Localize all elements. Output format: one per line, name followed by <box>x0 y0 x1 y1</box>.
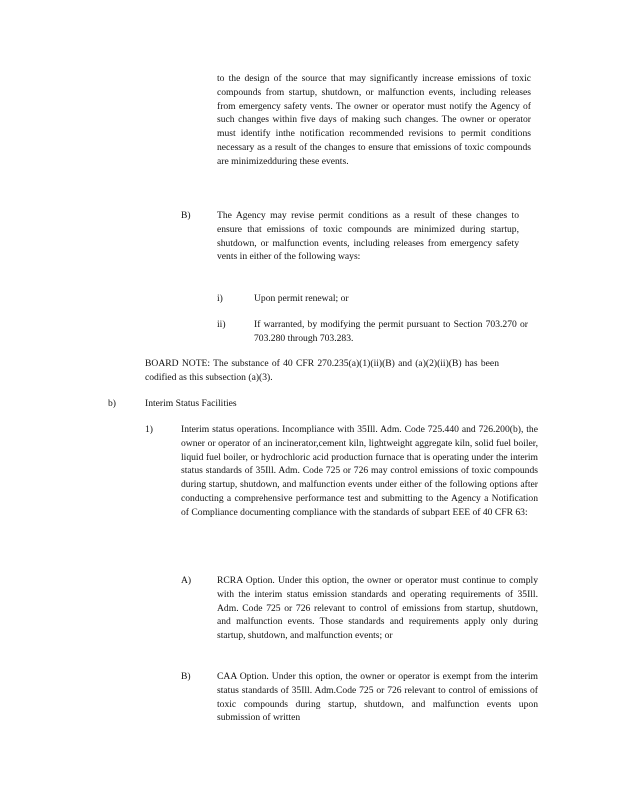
item-label-1a: A) <box>181 575 192 586</box>
item-label-1b: B) <box>181 671 191 682</box>
item-label-b-upper: B) <box>181 210 191 221</box>
section-label-b: b) <box>108 398 116 409</box>
item-b-agency-revise-text: The Agency may revise permit conditions as a result of these changes to ensure that emissions of toxic compounds are minimized during startup, shutdown, or malfunction events, including releases from emergency safety vents in either of the following ways: <box>217 210 519 263</box>
subitem-ii-text: If warranted, by modifying the permit pursuant to Section 703.270 or 703.280 through 703.283. <box>254 319 528 344</box>
subitem-i-text: Upon permit renewal; or <box>254 293 349 304</box>
item-label-1: 1) <box>145 424 153 435</box>
item-1b-caa-option: CAA Option. Under this option, the owner or operator is exempt from the interim status standards of 35Ill. Adm.Code 725 or 726 relevant to control of emissions of toxic compounds during startup, shutdown, and malfunction events upon submission of written <box>217 671 538 724</box>
board-note: BOARD NOTE: The substance of 40 CFR 270.235(a)(1)(ii)(B) and (a)(2)(ii)(B) has been codified as this subsection (a)(3). <box>145 358 499 383</box>
section-title-interim-status: Interim Status Facilities <box>145 398 237 409</box>
paragraph-a3-continued: to the design of the source that may significantly increase emissions of toxic compounds from startup, shutdown, or malfunction events, including releases from emergency safety vents. The owner or operator must notify the Agency of such changes within five days of making such changes. The owner or operator must identify inthe notification recommended revisions to permit conditions necessary as a result of the changes to ensure that emissions of toxic compounds are minimizedduring these events. <box>217 73 531 167</box>
item-1-interim-status-operations: Interim status operations. Incompliance with 35Ill. Adm. Code 725.440 and 726.200(b), the owner or operator of an incinerator,cement kiln, lightweight aggregate kiln, solid fuel boiler, liquid fuel boiler, or hydrochloric acid production furnace that is operating under the interim status standards of 35Ill. Adm. Code 725 or 726 may control emissions of toxic compounds during startup, shutdown, and malfunction events under either of the following options after conducting a comprehensive performance test and submitting to the Agency a Notification of Compliance documenting compliance with the standards of subpart EEE of 40 CFR 63: <box>181 424 538 518</box>
subitem-label-ii: ii) <box>217 319 226 330</box>
item-1a-rcra-option: RCRA Option. Under this option, the owner or operator must continue to comply with the interim status emission standards and operating requirements of 35Ill. Adm. Code 725 or 726 relevant to control of emissions from startup, shutdown, and malfunction events. Those standards and requirements apply only during startup, shutdown, and malfunction events; or <box>217 575 538 642</box>
subitem-label-i: i) <box>217 293 223 304</box>
